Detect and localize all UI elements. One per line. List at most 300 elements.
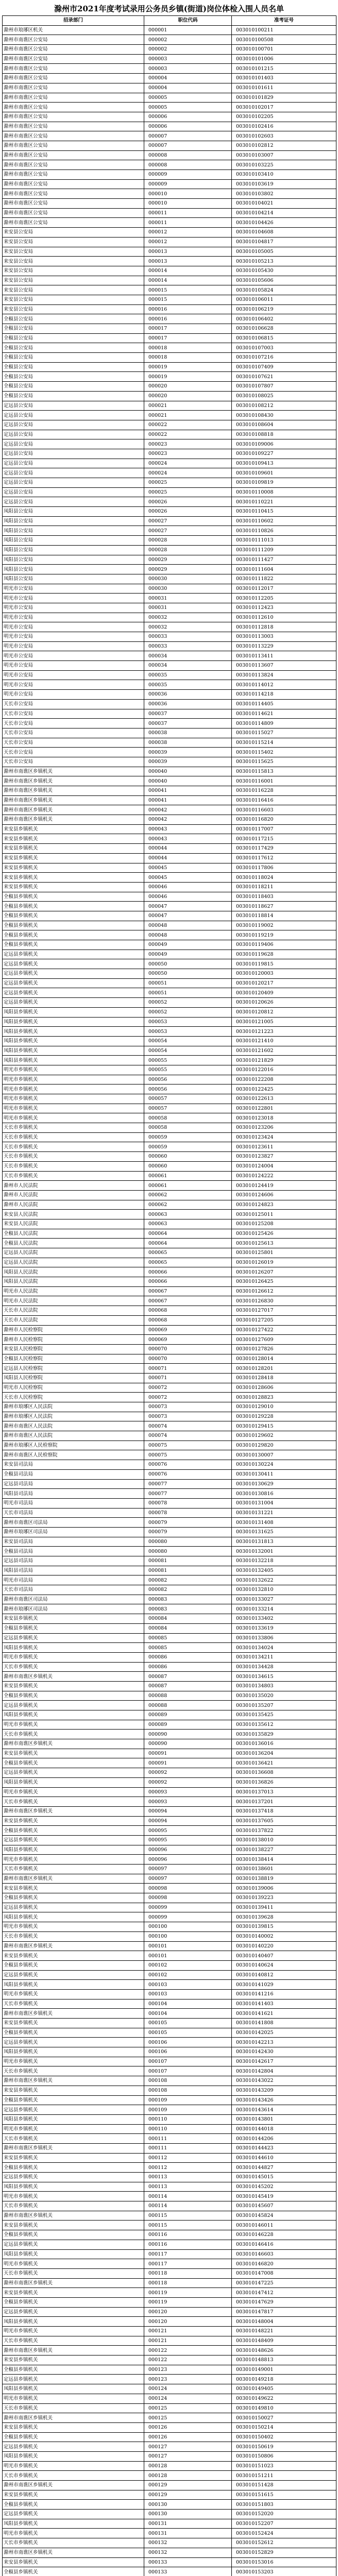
table-row — [3, 1652, 336, 1662]
cell-unit: 全椒县乡镇机关 — [3, 1758, 144, 1768]
cell-exam-number: 003010128201 — [232, 1364, 336, 1374]
table-row — [3, 74, 336, 83]
cell-position-code: 000033 — [144, 632, 232, 642]
cell-unit: 定远县乡镇机关 — [3, 950, 144, 959]
cell-unit: 来安县乡镇机关 — [3, 2557, 144, 2567]
table-row — [3, 776, 336, 786]
cell-unit: 凤阳县乡镇机关 — [3, 1036, 144, 1046]
cell-exam-number: 003010117429 — [232, 844, 336, 854]
cell-position-code: 000018 — [144, 343, 232, 353]
table-row — [3, 1142, 336, 1152]
cell-unit: 来安县乡镇机关 — [3, 853, 144, 863]
cell-exam-number: 003010111209 — [232, 545, 336, 555]
cell-unit: 来安县公安局 — [3, 247, 144, 257]
cell-position-code: 000126 — [144, 2432, 232, 2442]
cell-position-code: 000124 — [144, 2394, 232, 2403]
table-row — [3, 1267, 336, 1277]
cell-position-code: 000099 — [144, 1912, 232, 1922]
cell-unit: 滁州市南谯区乡镇机关 — [3, 1672, 144, 1682]
cell-position-code: 000097 — [144, 1874, 232, 1884]
table-row — [3, 2413, 336, 2423]
cell-unit: 来安县乡镇机关 — [3, 1749, 144, 1758]
cell-unit: 明光市乡镇机关 — [3, 2327, 144, 2336]
cell-unit: 天长市人民法院 — [3, 1315, 144, 1325]
cell-unit: 天长市乡镇机关 — [3, 1171, 144, 1181]
cell-position-code: 000006 — [144, 112, 232, 122]
cell-unit: 明光市乡镇机关 — [3, 2394, 144, 2403]
cell-unit: 定远县人民法院 — [3, 1248, 144, 1258]
table-row — [3, 487, 336, 497]
table-row — [3, 1344, 336, 1354]
cell-exam-number: 003010128014 — [232, 1354, 336, 1364]
cell-position-code: 000047 — [144, 911, 232, 921]
cell-position-code: 000086 — [144, 1662, 232, 1672]
table-row — [3, 2375, 336, 2384]
cell-position-code: 000011 — [144, 208, 232, 218]
cell-exam-number: 003010151803 — [232, 2500, 336, 2510]
table-row — [3, 1787, 336, 1797]
cell-position-code: 000020 — [144, 382, 232, 392]
cell-unit: 明光市乡镇机关 — [3, 2192, 144, 2201]
cell-exam-number: 003010146011 — [232, 2221, 336, 2230]
cell-unit: 滁州市南谯区乡镇机关 — [3, 795, 144, 805]
cell-exam-number: 003010120217 — [232, 978, 336, 988]
table-row — [3, 632, 336, 642]
cell-exam-number: 003010125426 — [232, 1229, 336, 1239]
cell-exam-number: 003010111013 — [232, 536, 336, 546]
cell-exam-number: 003010116820 — [232, 815, 336, 825]
cell-unit: 定远县司法局 — [3, 1479, 144, 1489]
cell-position-code: 000083 — [144, 1604, 232, 1614]
cell-position-code: 000016 — [144, 304, 232, 314]
cell-exam-number: 003010133027 — [232, 1595, 336, 1604]
cell-unit: 凤阳县乡镇机关 — [3, 2384, 144, 2394]
cell-position-code: 000039 — [144, 757, 232, 767]
cell-unit: 凤阳县乡镇机关 — [3, 2317, 144, 2327]
cell-position-code: 000048 — [144, 930, 232, 940]
cell-unit: 滁州市琅琊区机关 — [3, 25, 144, 35]
table-row — [3, 1749, 336, 1758]
table-row — [3, 507, 336, 517]
cell-position-code: 000043 — [144, 824, 232, 834]
cell-exam-number: 003010117612 — [232, 853, 336, 863]
cell-position-code: 000091 — [144, 1749, 232, 1758]
cell-unit: 定远县乡镇机关 — [3, 969, 144, 979]
cell-position-code: 000021 — [144, 401, 232, 411]
cell-exam-number: 003010149810 — [232, 2403, 336, 2413]
table-row — [3, 2134, 336, 2144]
cell-position-code: 000057 — [144, 1104, 232, 1113]
cell-unit: 定远县公安局 — [3, 497, 144, 507]
table-row — [3, 150, 336, 160]
cell-exam-number: 003010126207 — [232, 1267, 336, 1277]
cell-unit: 全椒县乡镇机关 — [3, 2297, 144, 2307]
table-row — [3, 1951, 336, 1961]
table-row — [3, 1017, 336, 1027]
cell-position-code: 000079 — [144, 1518, 232, 1528]
cell-exam-number: 003010134428 — [232, 1662, 336, 1672]
cell-position-code: 000117 — [144, 2249, 232, 2259]
cell-exam-number: 003010120812 — [232, 1007, 336, 1017]
cell-unit: 来安县乡镇机关 — [3, 873, 144, 883]
table-row — [3, 1498, 336, 1508]
cell-exam-number: 003010146603 — [232, 2249, 336, 2259]
cell-unit: 定远县公安局 — [3, 430, 144, 439]
cell-exam-number: 003010104608 — [232, 228, 336, 238]
table-row — [3, 1315, 336, 1325]
cell-unit: 凤阳县乡镇机关 — [3, 2114, 144, 2124]
cell-unit: 来安县乡镇机关 — [3, 1816, 144, 1826]
table-row — [3, 2095, 336, 2105]
cell-exam-number: 003010145824 — [232, 2211, 336, 2221]
table-row — [3, 276, 336, 285]
cell-position-code: 000023 — [144, 439, 232, 449]
table-row — [3, 1007, 336, 1017]
cell-exam-number: 003010108818 — [232, 430, 336, 439]
cell-unit: 定远县公安局 — [3, 459, 144, 468]
table-row — [3, 1643, 336, 1653]
cell-position-code: 000072 — [144, 1393, 232, 1402]
cell-unit: 全椒县乡镇机关 — [3, 2095, 144, 2105]
table-row — [3, 641, 336, 651]
cell-position-code: 000108 — [144, 2076, 232, 2086]
cell-exam-number: 003010113824 — [232, 670, 336, 680]
cell-exam-number: 003010118211 — [232, 882, 336, 892]
cell-position-code: 000131 — [144, 2519, 232, 2529]
table-row — [3, 2009, 336, 2019]
cell-exam-number: 003010130007 — [232, 1450, 336, 1460]
table-row — [3, 199, 336, 209]
cell-exam-number: 003010147225 — [232, 2278, 336, 2288]
cell-unit: 明光市司法局 — [3, 1498, 144, 1508]
cell-exam-number: 003010128606 — [232, 1383, 336, 1393]
header-exam-number: 准考证号 — [232, 16, 336, 26]
header-position-code: 职位代码 — [144, 16, 232, 26]
cell-position-code: 000025 — [144, 487, 232, 497]
cell-position-code: 000090 — [144, 1739, 232, 1749]
table-row — [3, 1865, 336, 1874]
cell-position-code: 000070 — [144, 1344, 232, 1354]
cell-exam-number: 003010143022 — [232, 2076, 336, 2086]
cell-unit: 定远县乡镇机关 — [3, 978, 144, 988]
table-row — [3, 324, 336, 334]
table-row — [3, 844, 336, 854]
cell-exam-number: 003010151211 — [232, 2471, 336, 2481]
cell-exam-number: 003010141029 — [232, 1980, 336, 1990]
cell-exam-number: 003010145202 — [232, 2182, 336, 2192]
cell-exam-number: 003010104426 — [232, 218, 336, 228]
table-row — [3, 1681, 336, 1691]
cell-exam-number: 003010114405 — [232, 699, 336, 709]
cell-unit: 定远县司法局 — [3, 1556, 144, 1566]
table-row — [3, 1046, 336, 1056]
cell-unit: 天长市司法局 — [3, 1508, 144, 1518]
table-row — [3, 853, 336, 863]
cell-exam-number: 003010135612 — [232, 1720, 336, 1730]
cell-position-code: 000017 — [144, 324, 232, 334]
cell-exam-number: 003010118024 — [232, 873, 336, 883]
table-row — [3, 2105, 336, 2115]
table-row — [3, 362, 336, 372]
cell-position-code: 000036 — [144, 690, 232, 700]
cell-unit: 凤阳县人民检察院 — [3, 1373, 144, 1383]
cell-unit: 明光市乡镇机关 — [3, 1720, 144, 1730]
cell-exam-number: 003010134615 — [232, 1672, 336, 1682]
cell-exam-number: 003010143209 — [232, 2086, 336, 2095]
cell-unit: 天长市乡镇机关 — [3, 2134, 144, 2144]
table-row — [3, 882, 336, 892]
cell-unit: 天长市公安局 — [3, 748, 144, 757]
table-row — [3, 141, 336, 150]
table-row — [3, 353, 336, 363]
cell-position-code: 000082 — [144, 1585, 232, 1595]
table-row — [3, 2519, 336, 2529]
cell-exam-number: 003010127205 — [232, 1315, 336, 1325]
table-row — [3, 2211, 336, 2221]
cell-position-code: 000100 — [144, 1931, 232, 1941]
cell-position-code: 000121 — [144, 2336, 232, 2346]
cell-position-code: 000115 — [144, 2211, 232, 2221]
cell-exam-number: 003010148221 — [232, 2327, 336, 2336]
cell-position-code: 000058 — [144, 1113, 232, 1123]
table-row — [3, 2481, 336, 2490]
cell-position-code: 000087 — [144, 1672, 232, 1682]
cell-exam-number: 003010108025 — [232, 391, 336, 401]
table-row — [3, 401, 336, 411]
cell-unit: 滁州市南谯区公安局 — [3, 112, 144, 122]
cell-position-code: 000064 — [144, 1229, 232, 1239]
cell-unit: 天长市乡镇机关 — [3, 2471, 144, 2481]
table-row — [3, 2297, 336, 2307]
cell-position-code: 000114 — [144, 2201, 232, 2211]
cell-unit: 来安县乡镇机关 — [3, 834, 144, 844]
cell-exam-number: 003010142617 — [232, 2057, 336, 2066]
cell-position-code: 000053 — [144, 1027, 232, 1037]
table-row — [3, 873, 336, 883]
cell-unit: 定远县公安局 — [3, 478, 144, 488]
table-row — [3, 112, 336, 122]
cell-exam-number: 003010107409 — [232, 362, 336, 372]
cell-position-code: 000073 — [144, 1412, 232, 1421]
cell-position-code: 000052 — [144, 998, 232, 1008]
cell-unit: 全椒县乡镇机关 — [3, 2230, 144, 2240]
table-row — [3, 478, 336, 488]
table-row — [3, 2403, 336, 2413]
cell-exam-number: 003010149001 — [232, 2365, 336, 2375]
table-row — [3, 2557, 336, 2567]
table-row — [3, 1277, 336, 1287]
cell-position-code: 000103 — [144, 1980, 232, 1990]
cell-position-code: 000124 — [144, 2384, 232, 2394]
cell-position-code: 000125 — [144, 2413, 232, 2423]
cell-position-code: 000094 — [144, 1816, 232, 1826]
cell-exam-number: 003010152829 — [232, 2548, 336, 2557]
cell-unit: 明光市乡镇机关 — [3, 2124, 144, 2134]
cell-unit: 来安县乡镇机关 — [3, 1951, 144, 1961]
table-row — [3, 1354, 336, 1364]
cell-unit: 凤阳县司法局 — [3, 1566, 144, 1575]
cell-exam-number: 003010101403 — [232, 74, 336, 83]
cell-unit: 天长市乡镇机关 — [3, 1142, 144, 1152]
cell-unit: 凤阳县公安局 — [3, 526, 144, 536]
cell-unit: 定远县乡镇机关 — [3, 2038, 144, 2047]
cell-unit: 凤阳县人民法院 — [3, 1277, 144, 1287]
cell-position-code: 000055 — [144, 1065, 232, 1075]
table-row — [3, 1084, 336, 1094]
table-row — [3, 2221, 336, 2230]
cell-position-code: 000072 — [144, 1383, 232, 1393]
cell-position-code: 000051 — [144, 988, 232, 998]
table-row — [3, 266, 336, 276]
table-row — [3, 1739, 336, 1749]
cell-exam-number: 003010138819 — [232, 1874, 336, 1884]
cell-exam-number: 003010143426 — [232, 2095, 336, 2105]
cell-exam-number: 003010115625 — [232, 757, 336, 767]
cell-unit: 全椒县公安局 — [3, 324, 144, 334]
cell-exam-number: 003010150806 — [232, 2451, 336, 2461]
table-row — [3, 372, 336, 382]
cell-exam-number: 003010113229 — [232, 641, 336, 651]
table-row — [3, 228, 336, 238]
table-row — [3, 382, 336, 392]
table-row — [3, 1094, 336, 1104]
cell-position-code: 000066 — [144, 1277, 232, 1287]
cell-position-code: 000082 — [144, 1575, 232, 1585]
cell-exam-number: 003010137013 — [232, 1787, 336, 1797]
cell-unit: 明光市乡镇机关 — [3, 1084, 144, 1094]
cell-exam-number: 003010108430 — [232, 411, 336, 420]
cell-exam-number: 003010133214 — [232, 1604, 336, 1614]
cell-unit: 全椒县乡镇机关 — [3, 1826, 144, 1836]
cell-unit: 滁州市南谯区公安局 — [3, 131, 144, 141]
table-row — [3, 1999, 336, 2009]
table-row — [3, 2114, 336, 2124]
cell-unit: 滁州市南谯区公安局 — [3, 83, 144, 93]
cell-position-code: 000007 — [144, 141, 232, 150]
cell-position-code: 000105 — [144, 2028, 232, 2038]
cell-unit: 来安县乡镇机关 — [3, 2422, 144, 2432]
cell-position-code: 000042 — [144, 815, 232, 825]
cell-position-code: 000050 — [144, 959, 232, 969]
table-row — [3, 218, 336, 228]
table-row — [3, 1566, 336, 1575]
cell-exam-number: 003010105430 — [232, 266, 336, 276]
cell-position-code: 000056 — [144, 1084, 232, 1094]
table-row — [3, 959, 336, 969]
table-row — [3, 179, 336, 189]
cell-unit: 全椒县乡镇机关 — [3, 2163, 144, 2173]
table-row — [3, 1701, 336, 1710]
table-row — [3, 2500, 336, 2510]
cell-position-code: 000075 — [144, 1440, 232, 1450]
cell-unit: 天长市乡镇机关 — [3, 1132, 144, 1142]
cell-unit: 全椒县乡镇机关 — [3, 902, 144, 911]
cell-exam-number: 003010126612 — [232, 1286, 336, 1296]
cell-position-code: 000071 — [144, 1364, 232, 1374]
cell-exam-number: 003010132001 — [232, 1547, 336, 1556]
cell-exam-number: 003010123424 — [232, 1132, 336, 1142]
cell-unit: 明光市人民检察院 — [3, 1383, 144, 1393]
cell-position-code: 000098 — [144, 1893, 232, 1903]
table-row — [3, 1970, 336, 1980]
cell-exam-number: 003010152612 — [232, 2538, 336, 2548]
cell-unit: 全椒县公安局 — [3, 391, 144, 401]
cell-exam-number: 003010137418 — [232, 1806, 336, 1816]
table-row — [3, 25, 336, 35]
table-row — [3, 2327, 336, 2336]
cell-position-code: 000026 — [144, 507, 232, 517]
cell-unit: 明光市乡镇机关 — [3, 1922, 144, 1932]
cell-unit: 全椒县乡镇机关 — [3, 1960, 144, 1970]
cell-exam-number: 003010125011 — [232, 1210, 336, 1219]
cell-position-code: 000063 — [144, 1219, 232, 1229]
cell-position-code: 000102 — [144, 1960, 232, 1970]
cell-unit: 天长市乡镇机关 — [3, 1662, 144, 1672]
cell-exam-number: 003010127609 — [232, 1335, 336, 1345]
cell-unit: 定远县乡镇机关 — [3, 1701, 144, 1710]
table-row — [3, 208, 336, 218]
table-row — [3, 189, 336, 199]
cell-unit: 定远县公安局 — [3, 420, 144, 430]
cell-position-code: 000125 — [144, 2403, 232, 2413]
cell-exam-number: 003010110221 — [232, 497, 336, 507]
table-row — [3, 1604, 336, 1614]
cell-exam-number: 003010147412 — [232, 2288, 336, 2298]
table-row — [3, 391, 336, 401]
cell-exam-number: 003010152424 — [232, 2529, 336, 2538]
cell-unit: 滁州市南谯区公安局 — [3, 199, 144, 209]
cell-exam-number: 003010119406 — [232, 940, 336, 950]
cell-unit: 来安县乡镇机关 — [3, 2221, 144, 2230]
cell-exam-number: 003010144018 — [232, 2124, 336, 2134]
table-row — [3, 892, 336, 902]
cell-unit: 滁州市南谯区乡镇机关 — [3, 1874, 144, 1884]
cell-exam-number: 003010150027 — [232, 2413, 336, 2423]
cell-unit: 定远县公安局 — [3, 449, 144, 459]
table-row — [3, 1980, 336, 1990]
cell-position-code: 000092 — [144, 1768, 232, 1778]
cell-unit: 定远县乡镇机关 — [3, 1903, 144, 1912]
cell-exam-number: 003010105824 — [232, 285, 336, 295]
cell-exam-number: 003010132218 — [232, 1556, 336, 1566]
cell-exam-number: 003010122016 — [232, 1065, 336, 1075]
cell-unit: 凤阳县乡镇机关 — [3, 2519, 144, 2529]
cell-position-code: 000067 — [144, 1286, 232, 1296]
table-row — [3, 1595, 336, 1604]
cell-position-code: 000020 — [144, 391, 232, 401]
cell-position-code: 000105 — [144, 2019, 232, 2028]
cell-position-code: 000013 — [144, 247, 232, 257]
cell-unit: 滁州市南谯区乡镇机关 — [3, 2346, 144, 2355]
cell-position-code: 000078 — [144, 1508, 232, 1518]
cell-exam-number: 003010135425 — [232, 1710, 336, 1720]
cell-position-code: 000103 — [144, 1989, 232, 1999]
cell-unit: 明光市公安局 — [3, 622, 144, 632]
cell-position-code: 000130 — [144, 2500, 232, 2510]
cell-unit: 天长市乡镇机关 — [3, 2066, 144, 2076]
table-row — [3, 2288, 336, 2298]
cell-exam-number: 003010142025 — [232, 2028, 336, 2038]
cell-position-code: 000038 — [144, 728, 232, 738]
cell-unit: 滁州市南谯区乡镇机关 — [3, 2009, 144, 2019]
cell-exam-number: 003010117806 — [232, 863, 336, 873]
cell-position-code: 000008 — [144, 160, 232, 170]
cell-exam-number: 003010102416 — [232, 122, 336, 131]
cell-exam-number: 003010102603 — [232, 131, 336, 141]
cell-exam-number: 003010145607 — [232, 2201, 336, 2211]
table-row — [3, 1903, 336, 1912]
table-row — [3, 902, 336, 911]
